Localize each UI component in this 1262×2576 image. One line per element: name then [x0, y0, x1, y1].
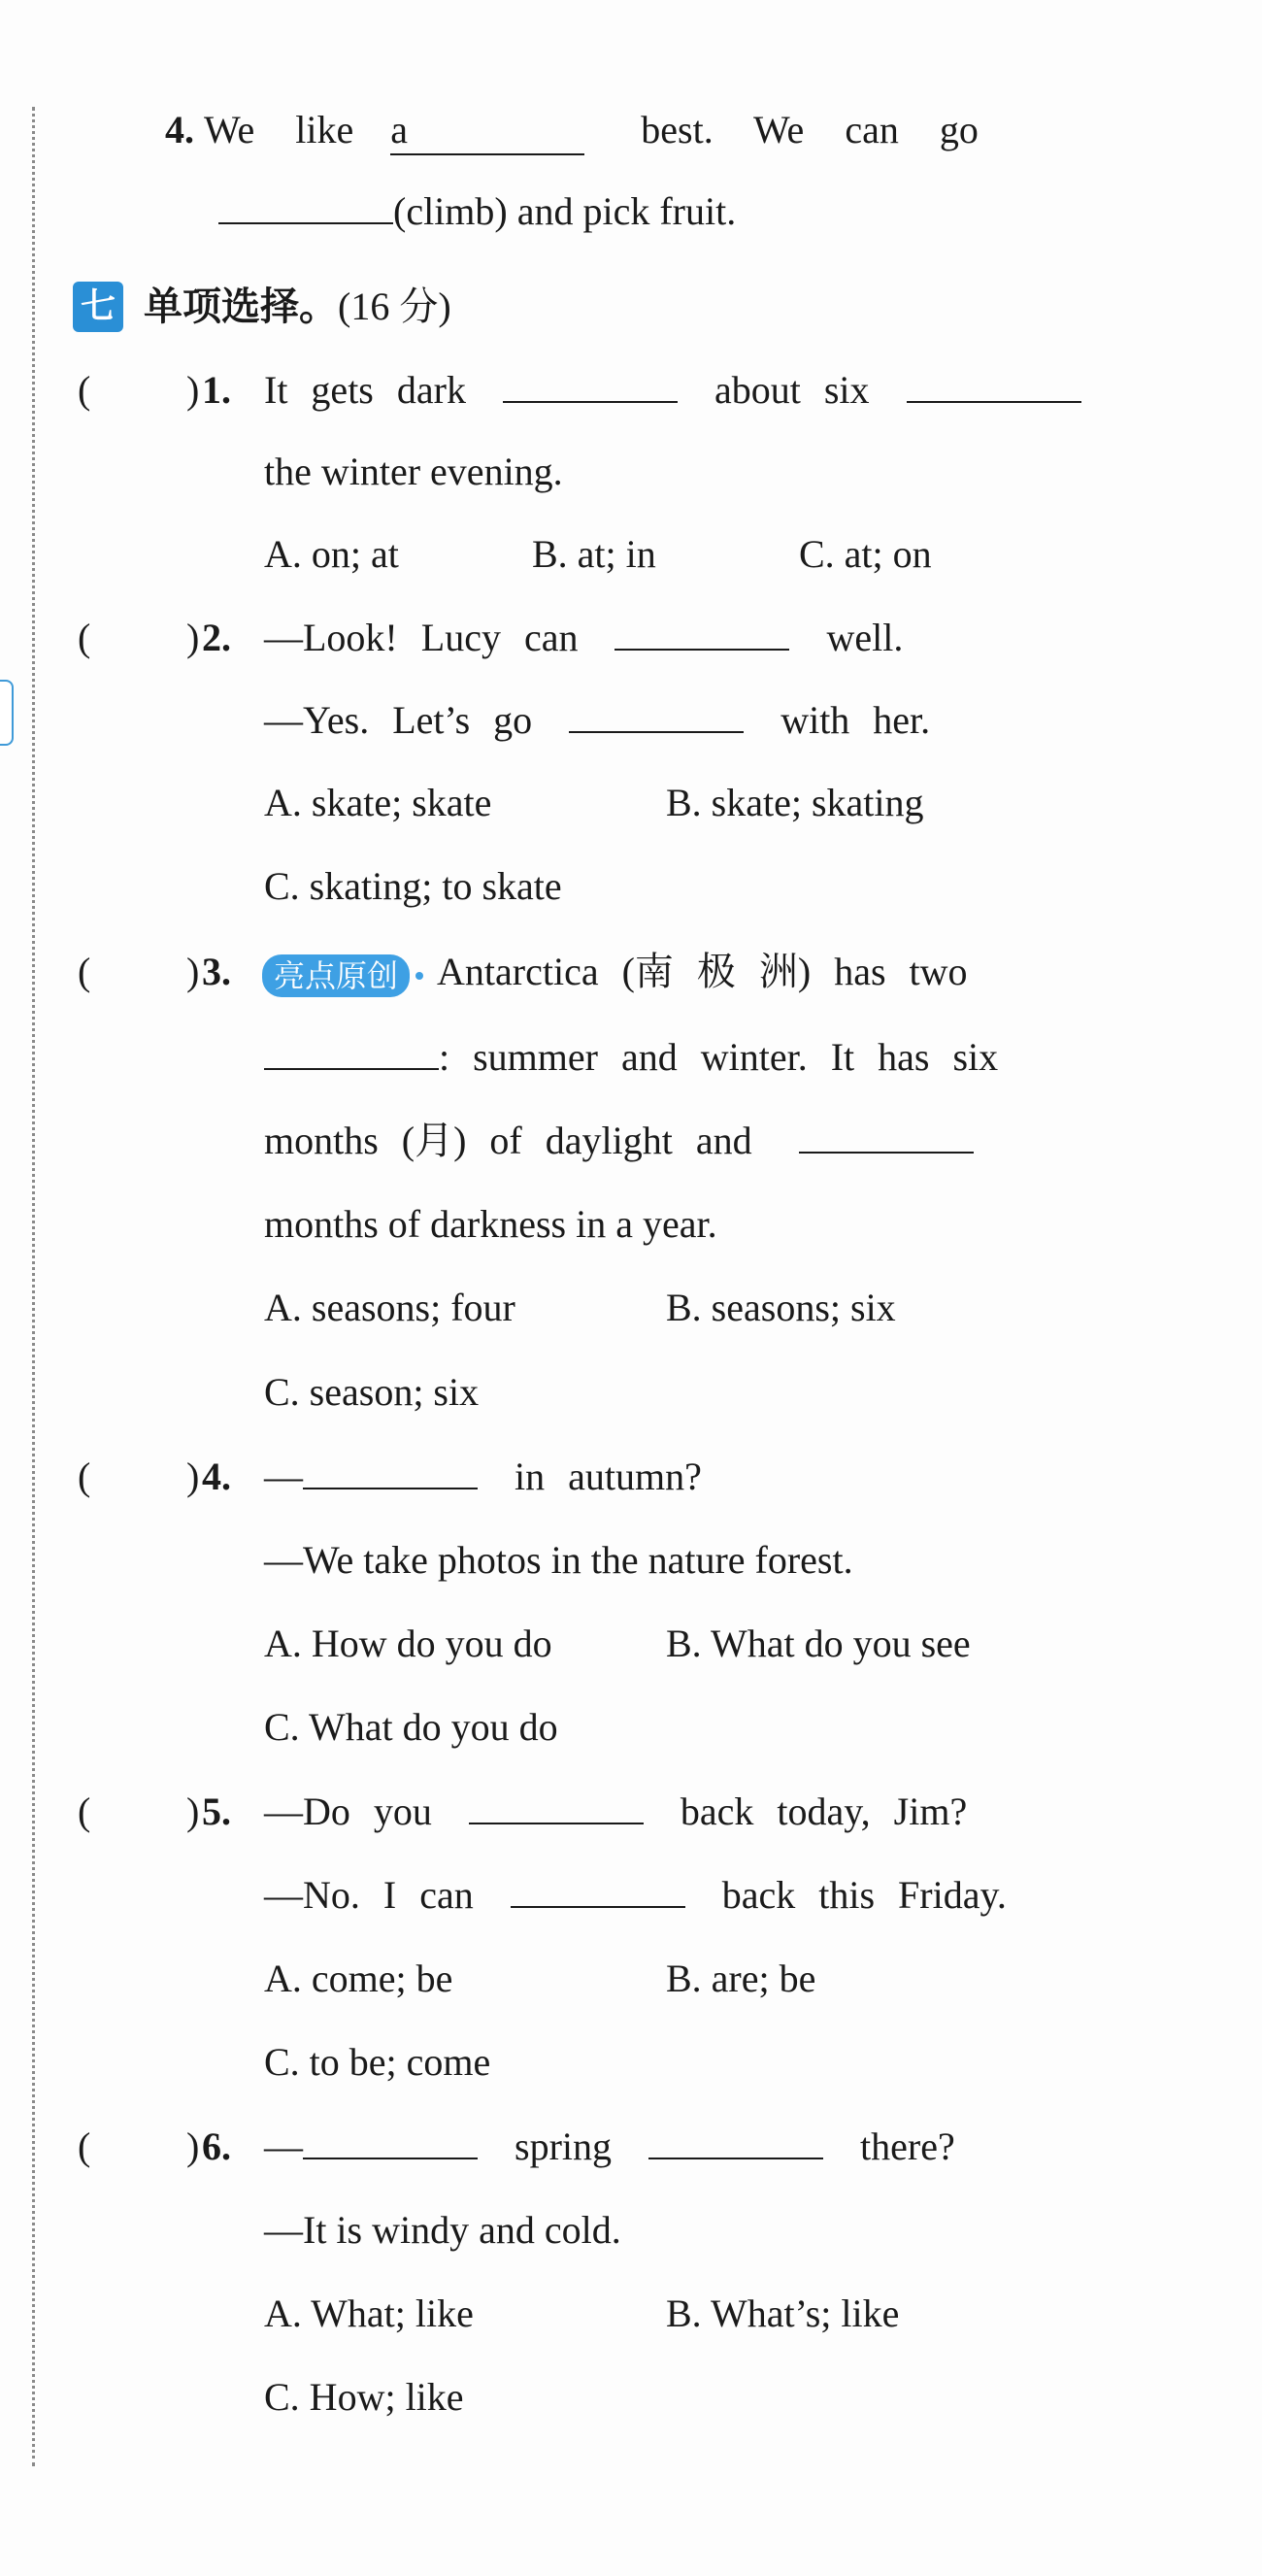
answer-paren-close: )	[186, 2124, 200, 2168]
option-c: C. skating; to skate	[264, 864, 562, 908]
question-text: there?	[860, 2124, 955, 2168]
question-text: —Yes. Let’s go	[264, 698, 533, 742]
answer-blank[interactable]	[469, 1790, 644, 1824]
section-score: (16 分)	[338, 284, 451, 328]
answer-blank[interactable]	[511, 1873, 685, 1908]
option-a: A. How do you do	[264, 1622, 552, 1665]
question-text: —	[264, 1455, 303, 1498]
answer-blank[interactable]	[614, 616, 789, 651]
option-c: C. to be; come	[264, 2040, 491, 2084]
question-number: 5.	[202, 1790, 231, 1833]
section-title	[144, 282, 451, 332]
prev-blank-2[interactable]	[218, 189, 393, 224]
question-4-line-2: —We take photos in the nature forest.	[264, 1538, 853, 1582]
answer-paren-close: )	[186, 950, 200, 993]
answer-blank[interactable]	[569, 698, 744, 733]
option-c: C. season; six	[264, 1370, 480, 1414]
question-1-line-1	[264, 367, 1081, 414]
prev-question-number: 4.	[165, 108, 194, 151]
option-a: A. on; at	[264, 532, 399, 576]
section-number-badge: 七	[73, 282, 123, 332]
question-text: back today, Jim?	[680, 1790, 968, 1833]
answer-paren-open: (	[78, 368, 91, 412]
binding-dotted-line	[32, 107, 35, 2466]
answer-paren-close: )	[186, 368, 200, 412]
answer-blank[interactable]	[503, 368, 678, 403]
question-3-line-2	[264, 1034, 998, 1081]
question-text: months (月) of daylight and	[264, 1119, 752, 1162]
option-b: B. What’s; like	[666, 2292, 900, 2335]
answer-blank[interactable]	[799, 1119, 974, 1154]
question-1-line-2: the winter evening.	[264, 450, 563, 493]
original-highlight-badge: 亮点原创	[262, 954, 410, 997]
question-3-line-4: months of darkness in a year.	[264, 1202, 717, 1246]
option-c: C. at; on	[799, 532, 932, 576]
question-text: in autumn?	[515, 1455, 702, 1498]
prev-letter: a	[390, 108, 409, 151]
answer-paren-open: (	[78, 2124, 91, 2168]
option-a: A. What; like	[264, 2292, 474, 2335]
answer-paren-close: )	[186, 1455, 200, 1498]
question-5-line-1	[264, 1789, 967, 1835]
option-b: B. What do you see	[666, 1622, 971, 1665]
option-a: A. skate; skate	[264, 781, 492, 824]
prev-text-3: (climb) and pick fruit.	[393, 189, 737, 233]
question-text: Antarctica (南 极 洲) has two	[437, 950, 968, 993]
question-3-line-1	[262, 949, 968, 997]
question-5-line-2	[264, 1872, 1007, 1919]
question-text: with her.	[780, 698, 931, 742]
prev-text: We like	[204, 108, 354, 151]
option-b: B. at; in	[532, 532, 656, 576]
prev-question-line-1	[165, 107, 979, 155]
option-b: B. skate; skating	[666, 781, 924, 824]
question-2-line-2	[264, 697, 930, 744]
option-c: C. How; like	[264, 2375, 464, 2419]
question-number: 4.	[202, 1455, 231, 1498]
question-6-line-2: —It is windy and cold.	[264, 2208, 621, 2252]
question-text: : summer and winter. It has six	[439, 1035, 999, 1079]
question-3-line-3	[264, 1118, 974, 1164]
prev-blank-1[interactable]	[390, 107, 584, 155]
option-c: C. What do you do	[264, 1705, 558, 1749]
answer-blank[interactable]	[303, 2124, 478, 2159]
answer-paren-open: (	[78, 950, 91, 993]
answer-blank[interactable]	[648, 2124, 823, 2159]
question-text: spring	[515, 2124, 612, 2168]
question-text: —No. I can	[264, 1873, 474, 1917]
answer-paren-close: )	[186, 616, 200, 659]
question-text: It gets dark	[264, 368, 466, 412]
answer-paren-close: )	[186, 1790, 200, 1833]
answer-blank[interactable]	[907, 368, 1081, 403]
option-b: B. seasons; six	[666, 1286, 896, 1329]
answer-blank[interactable]	[264, 1035, 439, 1070]
section-title-text: 单项选择。	[144, 284, 338, 329]
question-2-line-1	[264, 615, 903, 661]
question-4-line-1	[264, 1454, 702, 1500]
question-text: about six	[714, 368, 870, 412]
option-b: B. are; be	[666, 1957, 816, 2000]
question-text: —	[264, 2124, 303, 2168]
question-number: 2.	[202, 616, 231, 659]
question-number: 1.	[202, 368, 231, 412]
question-text: —Do you	[264, 1790, 432, 1833]
question-text: well.	[826, 616, 904, 659]
answer-paren-open: (	[78, 616, 91, 659]
answer-blank[interactable]	[303, 1455, 478, 1489]
question-6-line-1	[264, 2124, 955, 2170]
question-number: 6.	[202, 2124, 231, 2168]
answer-paren-open: (	[78, 1455, 91, 1498]
edge-tab	[0, 680, 14, 746]
option-a: A. come; be	[264, 1957, 453, 2000]
question-number: 3.	[202, 950, 231, 993]
prev-text-2: best. We can go	[641, 108, 979, 151]
question-text: back this Friday.	[721, 1873, 1007, 1917]
prev-question-line-2	[218, 188, 736, 235]
answer-paren-open: (	[78, 1790, 91, 1833]
question-text: —Look! Lucy can	[264, 616, 579, 659]
option-a: A. seasons; four	[264, 1286, 515, 1329]
